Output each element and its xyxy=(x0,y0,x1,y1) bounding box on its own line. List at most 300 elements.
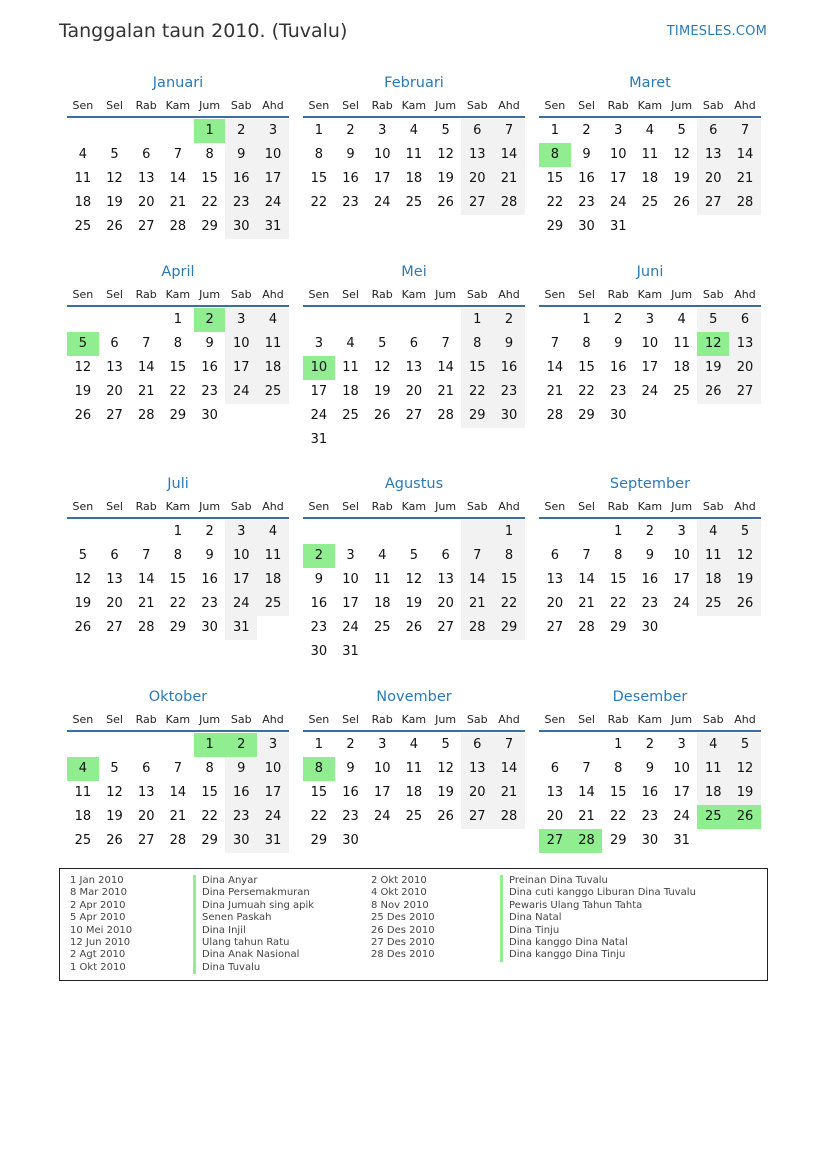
weekday-label: Sen xyxy=(72,99,94,112)
day-cell: 23 xyxy=(310,620,328,635)
day-cell: 8 xyxy=(314,147,323,162)
legend-holiday-name: Dina Jumuah sing apik xyxy=(193,900,314,912)
weekday-label: Sel xyxy=(106,500,123,513)
day-cell: 2 xyxy=(614,312,623,327)
day-cell: 16 xyxy=(493,356,525,380)
day-cell: 29 xyxy=(609,833,627,848)
weekday-label: Sel xyxy=(342,713,359,726)
legend-holiday-name: Dina Natal xyxy=(500,912,696,924)
holiday-day-cell: 2 xyxy=(225,733,257,757)
weekday-label: Jum xyxy=(199,500,221,513)
day-cell: 16 xyxy=(578,171,595,186)
day-cell: 19 xyxy=(697,356,729,380)
day-cell: 4 xyxy=(257,308,289,332)
day-cell: 1 xyxy=(461,308,493,332)
day-cell: 25 xyxy=(405,195,423,210)
weekday-label: Ahd xyxy=(734,99,756,112)
day-cell: 29 xyxy=(546,219,564,234)
day-cell: 21 xyxy=(137,596,155,611)
day-cell: 7 xyxy=(173,761,183,776)
weekday-label: Jum xyxy=(435,99,457,112)
day-cell: 19 xyxy=(673,171,690,186)
day-cell: 23 xyxy=(493,380,525,404)
empty-cell xyxy=(461,520,493,544)
day-cell: 5 xyxy=(729,520,761,544)
day-cell: 21 xyxy=(461,592,493,616)
day-cell: 21 xyxy=(169,809,187,824)
day-cell: 11 xyxy=(257,332,289,356)
brand-link[interactable]: TIMESLES.COM xyxy=(666,24,767,39)
legend-date: 1 Okt 2010 xyxy=(70,961,126,973)
weekday-label: Sen xyxy=(308,99,330,112)
weekday-label: Rab xyxy=(371,99,393,112)
day-cell: 11 xyxy=(673,336,690,351)
day-cell: 13 xyxy=(546,572,564,587)
day-cell: 19 xyxy=(74,596,92,611)
day-cell: 30 xyxy=(609,408,627,423)
day-cell: 20 xyxy=(405,384,423,399)
day-cell: 23 xyxy=(201,384,218,399)
day-cell: 29 xyxy=(578,408,595,423)
day-cell: 17 xyxy=(342,596,359,611)
day-cell: 9 xyxy=(346,761,355,776)
legend-holiday-name: Preinan Dina Tuvalu xyxy=(500,875,696,887)
day-cell: 16 xyxy=(641,785,659,800)
day-cell: 27 xyxy=(461,191,493,215)
day-cell: 8 xyxy=(614,548,623,563)
day-cell: 6 xyxy=(729,308,761,332)
day-cell: 26 xyxy=(405,620,423,635)
day-cell: 5 xyxy=(409,548,419,563)
weekday-label: Jum xyxy=(671,713,693,726)
empty-cell xyxy=(67,308,99,332)
day-cell: 29 xyxy=(461,404,493,428)
day-cell: 10 xyxy=(257,143,289,167)
weekday-label: Sen xyxy=(72,288,94,301)
day-cell: 3 xyxy=(314,336,323,351)
day-cell: 24 xyxy=(310,408,328,423)
legend-holiday-name: Dina Persemakmuran xyxy=(193,887,314,899)
empty-cell xyxy=(99,520,131,544)
day-cell: 16 xyxy=(342,785,359,800)
day-cell: 24 xyxy=(609,195,627,210)
day-grid xyxy=(303,733,525,853)
day-cell: 14 xyxy=(461,568,493,592)
day-cell: 22 xyxy=(546,195,564,210)
day-cell: 10 xyxy=(673,761,690,776)
day-cell: 12 xyxy=(74,360,92,375)
day-cell: 2 xyxy=(493,308,525,332)
day-cell: 17 xyxy=(673,572,690,587)
day-cell: 6 xyxy=(110,548,119,563)
weekday-label: Ahd xyxy=(262,713,284,726)
day-cell: 19 xyxy=(106,195,123,210)
day-cell: 6 xyxy=(461,119,493,143)
legend-holiday-name: Ulang tahun Ratu xyxy=(193,937,314,949)
day-cell: 12 xyxy=(74,572,92,587)
day-cell: 3 xyxy=(346,548,355,563)
weekday-label: Sen xyxy=(544,288,566,301)
month-title: Juli xyxy=(167,476,189,492)
day-cell: 7 xyxy=(550,336,559,351)
day-cell: 22 xyxy=(201,809,218,824)
day-cell: 9 xyxy=(645,761,655,776)
day-cell: 23 xyxy=(225,805,257,829)
day-cell: 24 xyxy=(225,380,257,404)
holiday-day-cell: 5 xyxy=(67,332,99,356)
day-cell: 12 xyxy=(437,761,454,776)
legend-holiday-name: Dina Anak Nasional xyxy=(193,949,314,961)
weekday-label: Sen xyxy=(72,500,94,513)
day-cell: 7 xyxy=(493,119,525,143)
day-cell: 4 xyxy=(378,548,387,563)
holiday-legend xyxy=(59,868,768,981)
weekday-header xyxy=(303,94,525,118)
day-cell: 3 xyxy=(378,123,387,138)
weekday-header xyxy=(67,495,289,519)
month-januari xyxy=(67,72,289,239)
day-cell: 25 xyxy=(697,592,729,616)
weekday-label: Sab xyxy=(702,99,724,112)
day-cell: 20 xyxy=(546,596,564,611)
holiday-day-cell: 10 xyxy=(303,356,335,380)
weekday-label: Jum xyxy=(435,713,457,726)
day-cell: 22 xyxy=(461,380,493,404)
legend-date: 2 Agt 2010 xyxy=(70,949,126,961)
day-grid xyxy=(67,119,289,239)
day-cell: 28 xyxy=(729,191,761,215)
day-cell: 22 xyxy=(578,384,595,399)
day-cell: 9 xyxy=(205,336,214,351)
day-cell: 25 xyxy=(257,592,289,616)
weekday-label: Sab xyxy=(466,713,488,726)
day-cell: 5 xyxy=(110,761,119,776)
day-cell: 29 xyxy=(169,408,187,423)
day-cell: 7 xyxy=(173,147,183,162)
day-cell: 17 xyxy=(257,167,289,191)
day-cell: 16 xyxy=(609,360,627,375)
day-cell: 23 xyxy=(641,596,659,611)
holiday-day-cell: 26 xyxy=(729,805,761,829)
day-cell: 19 xyxy=(405,596,423,611)
day-cell: 25 xyxy=(257,380,289,404)
month-title: Januari xyxy=(152,75,204,91)
day-grid xyxy=(539,733,761,853)
weekday-label: Sel xyxy=(578,288,595,301)
weekday-label: Rab xyxy=(371,288,393,301)
weekday-label: Sel xyxy=(106,288,123,301)
weekday-label: Sab xyxy=(466,288,488,301)
day-cell: 30 xyxy=(641,620,659,635)
weekday-label: Kam xyxy=(401,288,427,301)
day-cell: 24 xyxy=(342,620,359,635)
day-cell: 29 xyxy=(169,620,187,635)
day-cell: 11 xyxy=(405,147,423,162)
weekday-label: Sel xyxy=(106,713,123,726)
day-cell: 21 xyxy=(437,384,454,399)
legend-date: 12 Jun 2010 xyxy=(70,937,131,949)
day-cell: 30 xyxy=(201,408,218,423)
day-cell: 26 xyxy=(697,380,729,404)
day-cell: 5 xyxy=(677,123,686,138)
day-cell: 21 xyxy=(578,809,595,824)
weekday-header xyxy=(67,94,289,118)
legend-date: 2 Apr 2010 xyxy=(70,899,126,911)
weekday-label: Sen xyxy=(72,713,94,726)
day-cell: 26 xyxy=(437,195,454,210)
day-cell: 6 xyxy=(550,761,559,776)
day-cell: 7 xyxy=(729,119,761,143)
weekday-label: Sen xyxy=(308,500,330,513)
day-cell: 10 xyxy=(373,147,391,162)
weekday-label: Rab xyxy=(135,500,157,513)
day-cell: 24 xyxy=(257,191,289,215)
day-cell: 13 xyxy=(437,572,454,587)
weekday-label: Sen xyxy=(544,500,566,513)
day-cell: 21 xyxy=(493,781,525,805)
weekday-label: Sab xyxy=(230,288,252,301)
month-title: Maret xyxy=(629,75,671,91)
day-cell: 5 xyxy=(441,737,450,752)
day-cell: 11 xyxy=(405,761,423,776)
day-cell: 11 xyxy=(257,544,289,568)
day-cell: 17 xyxy=(310,384,328,399)
day-cell: 3 xyxy=(378,737,387,752)
day-cell: 20 xyxy=(546,809,564,824)
empty-cell xyxy=(130,308,162,332)
weekday-label: Sel xyxy=(342,288,359,301)
legend-holiday-name: Dina Tuvalu xyxy=(193,962,314,974)
day-cell: 11 xyxy=(342,360,359,375)
holiday-day-cell: 28 xyxy=(571,829,603,853)
weekday-label: Ahd xyxy=(262,500,284,513)
day-cell: 14 xyxy=(578,572,595,587)
day-cell: 26 xyxy=(373,408,391,423)
empty-cell xyxy=(539,520,571,544)
day-cell: 20 xyxy=(106,596,123,611)
day-cell: 23 xyxy=(609,384,627,399)
day-cell: 19 xyxy=(729,568,761,592)
weekday-label: Rab xyxy=(135,288,157,301)
day-cell: 16 xyxy=(201,572,218,587)
day-cell: 4 xyxy=(78,147,87,162)
weekday-label: Ahd xyxy=(734,713,756,726)
day-cell: 8 xyxy=(582,336,591,351)
day-cell: 11 xyxy=(697,757,729,781)
day-cell: 9 xyxy=(493,332,525,356)
day-cell: 18 xyxy=(673,360,690,375)
day-cell: 27 xyxy=(729,380,761,404)
empty-cell xyxy=(366,520,398,544)
day-cell: 24 xyxy=(373,809,391,824)
month-oktober xyxy=(67,686,289,853)
weekday-label: Rab xyxy=(607,713,629,726)
weekday-label: Sab xyxy=(466,99,488,112)
weekday-label: Sel xyxy=(578,713,595,726)
day-cell: 28 xyxy=(461,616,493,640)
day-cell: 13 xyxy=(546,785,564,800)
day-cell: 15 xyxy=(609,785,627,800)
empty-cell xyxy=(303,308,335,332)
weekday-header xyxy=(67,708,289,732)
day-cell: 15 xyxy=(310,171,328,186)
day-cell: 28 xyxy=(437,408,454,423)
legend-date: 27 Des 2010 xyxy=(371,937,435,949)
legend-date: 8 Nov 2010 xyxy=(371,899,429,911)
day-cell: 28 xyxy=(137,620,155,635)
day-cell: 31 xyxy=(673,833,690,848)
day-cell: 4 xyxy=(697,733,729,757)
day-cell: 31 xyxy=(310,432,328,447)
day-cell: 8 xyxy=(205,761,214,776)
day-cell: 18 xyxy=(405,785,423,800)
day-cell: 5 xyxy=(78,548,87,563)
day-cell: 18 xyxy=(405,171,423,186)
weekday-header xyxy=(539,708,761,732)
day-cell: 31 xyxy=(609,219,627,234)
day-cell: 25 xyxy=(405,809,423,824)
day-cell: 4 xyxy=(697,520,729,544)
legend-holiday-name: Senen Paskah xyxy=(193,912,314,924)
day-cell: 15 xyxy=(578,360,595,375)
day-cell: 28 xyxy=(169,833,187,848)
weekday-label: Sel xyxy=(342,500,359,513)
empty-cell xyxy=(571,520,603,544)
empty-cell xyxy=(366,308,398,332)
day-cell: 9 xyxy=(205,548,214,563)
day-cell: 28 xyxy=(493,191,525,215)
empty-cell xyxy=(99,308,131,332)
month-title: November xyxy=(376,689,452,705)
day-cell: 12 xyxy=(405,572,423,587)
day-cell: 25 xyxy=(342,408,359,423)
weekday-label: Kam xyxy=(637,500,663,513)
day-cell: 1 xyxy=(314,737,323,752)
weekday-label: Sen xyxy=(308,713,330,726)
day-cell: 15 xyxy=(201,785,218,800)
day-cell: 2 xyxy=(225,119,257,143)
weekday-label: Kam xyxy=(637,99,663,112)
day-cell: 6 xyxy=(142,761,151,776)
day-cell: 3 xyxy=(614,123,623,138)
weekday-label: Ahd xyxy=(498,288,520,301)
day-cell: 22 xyxy=(169,384,187,399)
weekday-label: Ahd xyxy=(498,99,520,112)
legend-holiday-name: Dina kanggo Dina Natal xyxy=(500,937,696,949)
day-cell: 25 xyxy=(673,384,690,399)
day-cell: 27 xyxy=(137,833,155,848)
day-cell: 12 xyxy=(437,147,454,162)
weekday-label: Jum xyxy=(199,713,221,726)
day-cell: 18 xyxy=(257,356,289,380)
day-cell: 19 xyxy=(437,785,454,800)
weekday-label: Rab xyxy=(607,288,629,301)
legend-date: 26 Des 2010 xyxy=(371,924,435,936)
day-cell: 30 xyxy=(493,404,525,428)
day-cell: 16 xyxy=(201,360,218,375)
day-cell: 31 xyxy=(257,829,289,853)
weekday-label: Jum xyxy=(671,288,693,301)
day-cell: 18 xyxy=(641,171,659,186)
day-cell: 15 xyxy=(169,360,187,375)
holiday-day-cell: 25 xyxy=(697,805,729,829)
day-cell: 15 xyxy=(201,171,218,186)
day-cell: 28 xyxy=(493,805,525,829)
month-title: Desember xyxy=(612,689,688,705)
month-title: April xyxy=(161,264,195,280)
holiday-day-cell: 8 xyxy=(539,143,571,167)
day-cell: 9 xyxy=(582,147,591,162)
weekday-label: Jum xyxy=(199,99,221,112)
day-cell: 13 xyxy=(697,143,729,167)
day-cell: 9 xyxy=(225,143,257,167)
month-februari xyxy=(303,72,525,215)
day-cell: 9 xyxy=(346,147,355,162)
empty-cell xyxy=(99,119,131,143)
empty-cell xyxy=(430,520,462,544)
holiday-day-cell: 12 xyxy=(697,332,729,356)
weekday-label: Kam xyxy=(165,288,191,301)
weekday-label: Rab xyxy=(371,500,393,513)
day-grid xyxy=(539,520,761,640)
day-cell: 20 xyxy=(106,384,123,399)
day-cell: 7 xyxy=(582,548,591,563)
weekday-label: Sen xyxy=(544,713,566,726)
day-cell: 26 xyxy=(673,195,690,210)
month-title: Mei xyxy=(401,264,427,280)
legend-names-left xyxy=(193,875,314,974)
day-cell: 9 xyxy=(645,548,655,563)
day-cell: 20 xyxy=(137,809,155,824)
empty-cell xyxy=(398,520,430,544)
legend-holiday-name: Dina Anyar xyxy=(193,875,314,887)
day-cell: 30 xyxy=(641,833,659,848)
day-cell: 28 xyxy=(137,408,155,423)
day-cell: 14 xyxy=(546,360,564,375)
day-cell: 4 xyxy=(677,312,686,327)
weekday-label: Jum xyxy=(435,500,457,513)
month-maret xyxy=(539,72,761,239)
day-cell: 7 xyxy=(142,336,151,351)
day-cell: 5 xyxy=(441,123,450,138)
day-cell: 24 xyxy=(225,592,257,616)
empty-cell xyxy=(130,119,162,143)
weekday-label: Jum xyxy=(199,288,221,301)
day-cell: 13 xyxy=(405,360,423,375)
day-cell: 23 xyxy=(578,195,595,210)
day-cell: 5 xyxy=(729,733,761,757)
day-cell: 4 xyxy=(409,737,419,752)
day-cell: 15 xyxy=(310,785,328,800)
day-cell: 22 xyxy=(201,195,218,210)
empty-cell xyxy=(99,733,131,757)
month-april xyxy=(67,261,289,428)
day-grid xyxy=(303,119,525,215)
day-cell: 12 xyxy=(106,171,123,186)
day-cell: 16 xyxy=(641,572,659,587)
day-cell: 31 xyxy=(257,215,289,239)
day-cell: 30 xyxy=(578,219,595,234)
empty-cell xyxy=(335,308,367,332)
day-cell: 17 xyxy=(641,360,659,375)
day-cell: 11 xyxy=(74,785,92,800)
day-cell: 11 xyxy=(74,171,92,186)
day-cell: 6 xyxy=(110,336,119,351)
legend-date: 10 Mei 2010 xyxy=(70,924,133,936)
day-grid xyxy=(539,308,761,428)
day-cell: 31 xyxy=(342,644,359,659)
empty-cell xyxy=(539,733,571,757)
